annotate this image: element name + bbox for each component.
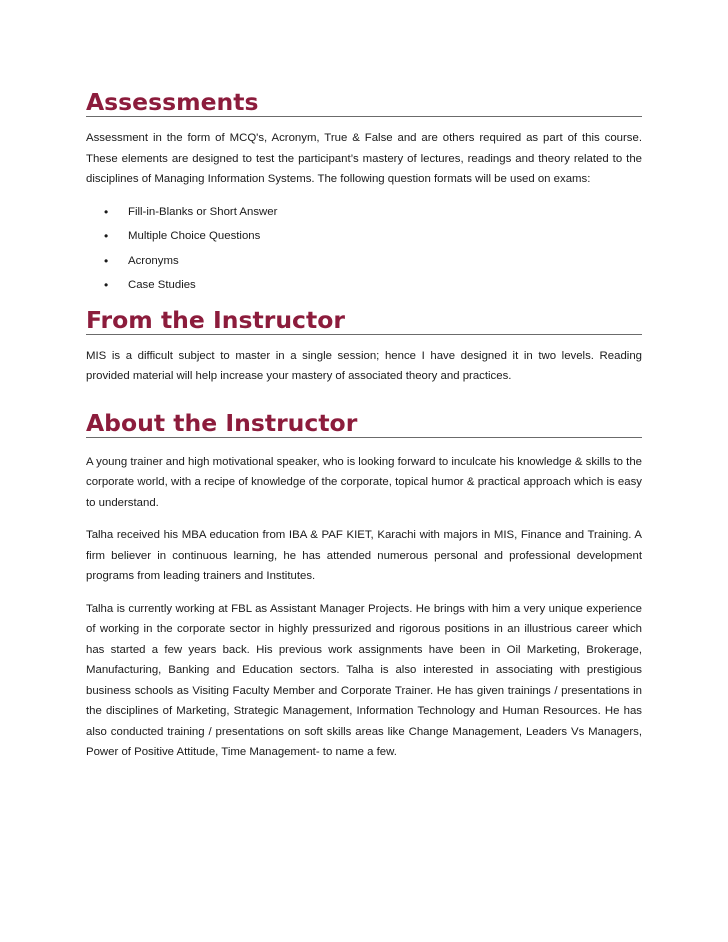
assessments-heading: Assessments	[86, 88, 642, 117]
list-item-label: Fill-in-Blanks or Short Answer	[128, 205, 278, 218]
list-item-label: Multiple Choice Questions	[128, 230, 261, 243]
list-item	[86, 249, 642, 274]
list-item-label: Case Studies	[128, 279, 196, 292]
bullet-icon: •	[104, 229, 109, 244]
list-item	[86, 273, 642, 298]
question-formats-list	[86, 200, 642, 298]
about-instructor-heading: About the Instructor	[86, 409, 642, 438]
assessments-paragraph: Assessment in the form of MCQ's, Acronym, True & False and are others required as part of this course. These elements are designed to test the participant’s mastery of lectures, readings and theory related to the disciplines of Managing Information Systems. The following question formats will be used on exams:	[86, 132, 642, 185]
list-item	[86, 200, 642, 225]
list-item-label: Acronyms	[128, 254, 179, 267]
from-instructor-heading: From the Instructor	[86, 306, 642, 335]
bullet-icon: •	[104, 278, 109, 293]
about-instructor-paragraph: A young trainer and high motivational speaker, who is looking forward to inculcate his knowledge & skills to the corporate world, with a recipe of knowledge of the corporate, topical humor & practical approach which is easy to understand.	[86, 455, 642, 509]
about-instructor-paragraph: Talha received his MBA education from IBA & PAF KIET, Karachi with majors in MIS, Finance and Training. A firm believer in continuous learning, he has attended numerous personal and professional development programs from leading trainers and Institutes.	[86, 529, 642, 583]
bullet-icon: •	[104, 204, 109, 219]
from-instructor-paragraph: MIS is a difficult subject to master in a single session; hence I have designed it in two levels. Reading provided material will help increase your mastery of associated theory and practices.	[86, 349, 642, 383]
bullet-icon: •	[104, 253, 109, 268]
document-page	[86, 88, 642, 763]
list-item	[86, 224, 642, 249]
about-instructor-paragraph: Talha is currently working at FBL as Assistant Manager Projects. He brings with him a very unique experience of working in the corporate sector in highly pressurized and rigorous positions in an illustrious career which has started a few years back. His previous work assignments have been in Oil Marketing, Brokerage, Manufacturing, Banking and Education sectors. Talha is also interested in associating with prestigious business schools as Visiting Faculty Member and Corporate Trainer. He has given trainings / presentations in the disciplines of Marketing, Strategic Management, Information Technology and Human Resources. He has also conducted training / presentations on soft skills areas like Change Management, Leaders Vs Managers, Power of Positive Attitude, Time Management- to name a few.	[86, 602, 642, 759]
